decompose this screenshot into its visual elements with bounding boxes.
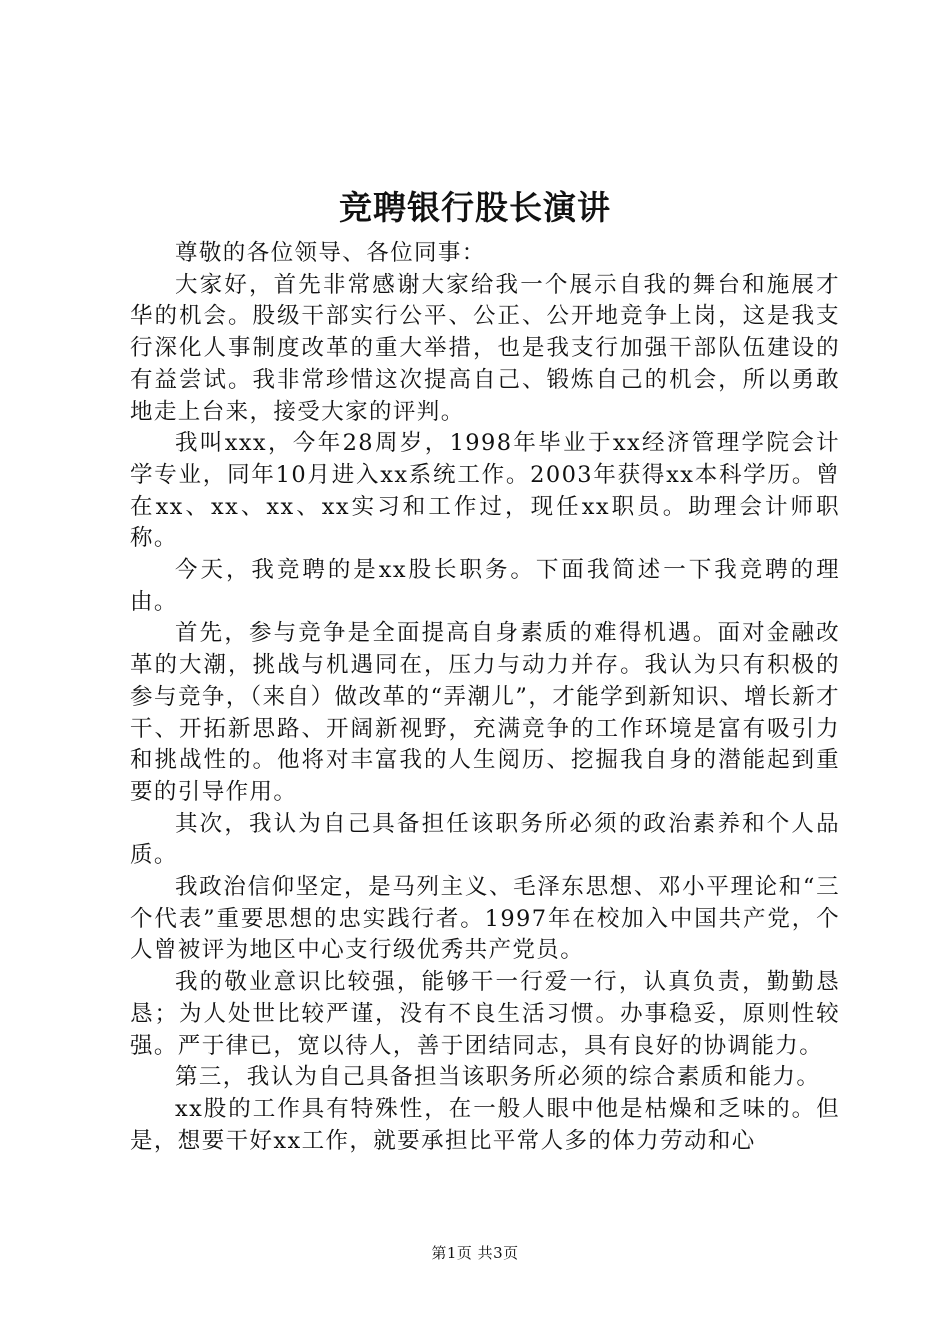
document-title: 竞聘银行股长演讲 (339, 188, 611, 227)
body-paragraph: 我的敬业意识比较强，能够干一行爱一行，认真负责，勤勤恳恳；为人处世比较严谨，没有不良生活习惯。办事稳妥，原则性较强。严于律已，宽以待人，善于团结同志，具有良好的协调能力。 (130, 969, 840, 1059)
body-paragraph: 第三，我认为自己具备担当该职务所必须的综合素质和能力。 (175, 1064, 821, 1091)
salutation-paragraph: 尊敬的各位领导、各位同事： (175, 240, 486, 266)
body-paragraph: 首先，参与竞争是全面提高自身素质的难得机遇。面对金融改革的大潮，挑战与机遇同在，压力与动力并存。我认为只有积极的参与竞争，（来自）做改革的“弄潮儿”，才能学到新知识、增长新才干、开拓新思路、开阔新视野，充满竞争的工作环境是富有吸引力和挑战性的。他将对丰富我的人生阅历、挖掘我自身的潜能起到重要的引导作用。 (130, 620, 840, 805)
body-paragraph: 大家好，首先非常感谢大家给我一个展示自我的舞台和施展才华的机会。股级干部实行公平、公正、公开地竞争上岗，这是我支行深化人事制度改革的重大举措，也是我支行加强干部队伍建设的有益尝试。我非常珍惜这次提高自己、锻炼自己的机会，所以勇敢地走上台来，接受大家的评判。 (130, 271, 840, 425)
body-paragraph: 我叫xxx，今年28周岁，1998年毕业于xx经济管理学院会计学专业，同年10月进入xx系统工作。2003年获得xx本科学历。曾在xx、xx、xx、xx实习和工作过，现任xx职员。助理会计师职称。 (130, 430, 840, 552)
document-body (130, 238, 840, 1157)
page-number-footer: 第1页 共3页 (431, 1244, 519, 1262)
body-paragraph: 今天，我竞聘的是xx股长职务。下面我简述一下我竞聘的理由。 (130, 557, 840, 615)
body-paragraph: xx股的工作具有特殊性，在一般人眼中他是枯燥和乏味的。但是，想要干好xx工作，就要承担比平常人多的体力劳动和心 (130, 1095, 840, 1154)
body-paragraph: 我政治信仰坚定，是马列主义、毛泽东思想、邓小平理论和“三个代表”重要思想的忠实践行者。1997年在校加入中国共产党，个人曾被评为地区中心支行级优秀共产党员。 (130, 874, 840, 964)
body-paragraph: 其次，我认为自己具备担任该职务所必须的政治素养和个人品质。 (130, 810, 840, 869)
